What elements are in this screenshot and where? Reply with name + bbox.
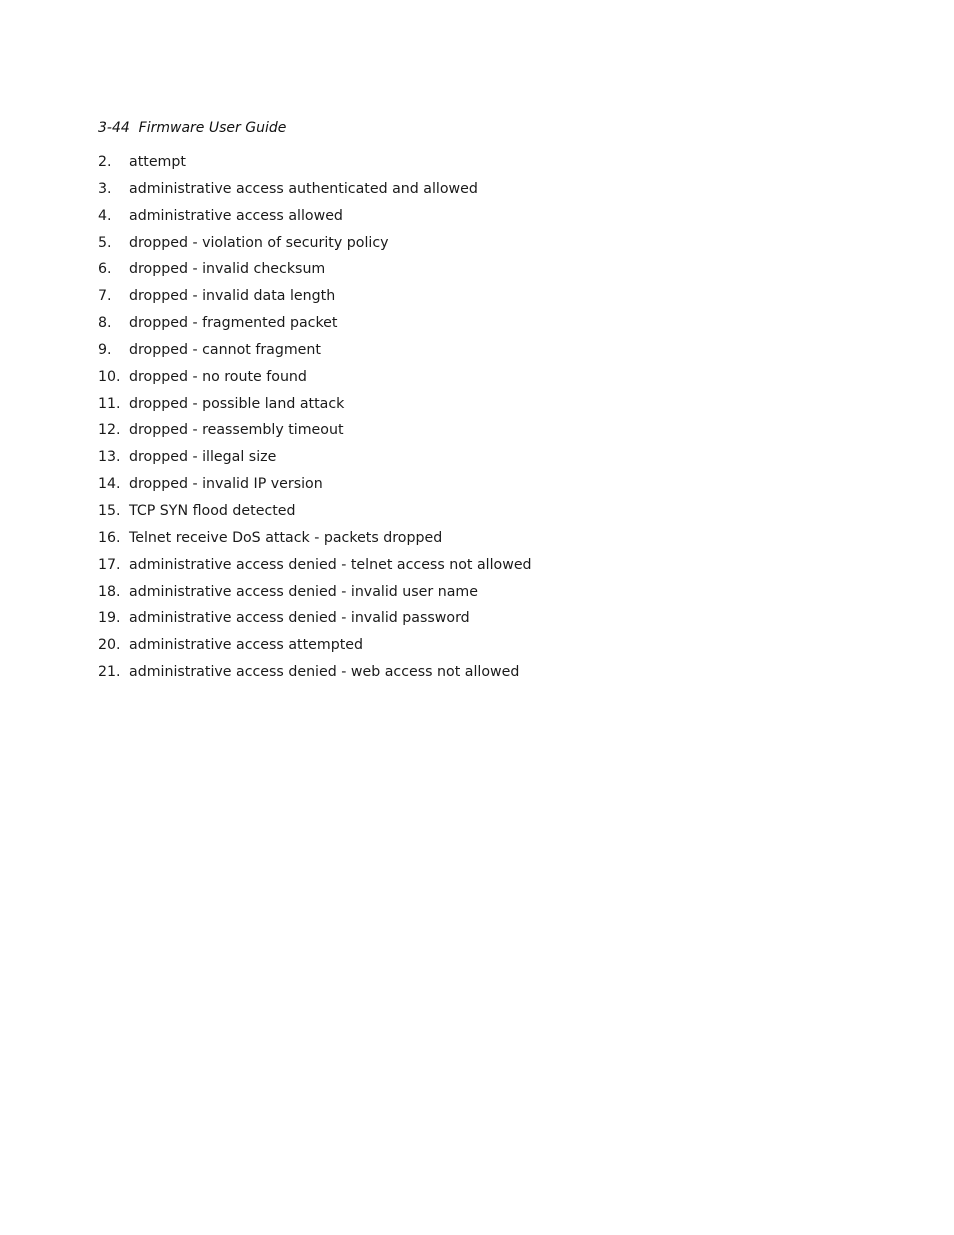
- list-item: [98, 579, 532, 606]
- item-number: 17.: [98, 556, 121, 573]
- list-item: [98, 659, 532, 686]
- item-text: dropped - invalid data length: [129, 288, 336, 305]
- item-number: 3.: [98, 180, 112, 197]
- list-item: [98, 525, 532, 552]
- list-item: [98, 552, 532, 579]
- item-text: dropped - possible land attack: [129, 395, 345, 412]
- list-item: [98, 444, 532, 471]
- list-item: [98, 256, 532, 283]
- item-number: 14.: [98, 476, 121, 493]
- item-number: 6.: [98, 261, 112, 278]
- item-number: 4.: [98, 207, 112, 224]
- item-number: 13.: [98, 449, 121, 466]
- item-text: dropped - violation of security policy: [129, 234, 389, 251]
- item-text: dropped - illegal size: [129, 449, 277, 466]
- item-text: administrative access denied - invalid user name: [129, 583, 478, 600]
- list-item: [98, 391, 532, 418]
- item-text: dropped - cannot fragment: [129, 341, 321, 358]
- item-number: 18.: [98, 583, 121, 600]
- list-item: [98, 498, 532, 525]
- list-item: [98, 337, 532, 364]
- list-item: [98, 605, 532, 632]
- list-item: [98, 283, 532, 310]
- item-number: 21.: [98, 664, 121, 681]
- running-header: 3-44 Firmware User Guide: [98, 120, 287, 136]
- item-text: dropped - reassembly timeout: [129, 422, 344, 439]
- item-text: dropped - invalid checksum: [129, 261, 326, 278]
- item-text: administrative access denied - telnet access not allowed: [129, 556, 532, 573]
- item-text: administrative access denied - web access not allowed: [129, 664, 520, 681]
- list-item: [98, 149, 532, 176]
- log-message-list: [98, 149, 532, 686]
- item-text: TCP SYN flood detected: [129, 502, 296, 519]
- list-item: [98, 230, 532, 257]
- item-number: 19.: [98, 610, 121, 627]
- list-item: [98, 364, 532, 391]
- item-text: administrative access attempted: [129, 637, 364, 654]
- item-number: 12.: [98, 422, 121, 439]
- list-item: [98, 310, 532, 337]
- item-number: 20.: [98, 637, 121, 654]
- item-number: 16.: [98, 529, 121, 546]
- list-item: [98, 471, 532, 498]
- item-number: 2.: [98, 154, 112, 170]
- list-item: [98, 203, 532, 230]
- item-number: 7.: [98, 288, 112, 305]
- item-number: 15.: [98, 502, 121, 519]
- list-item: [98, 632, 532, 659]
- item-text: dropped - no route found: [129, 368, 307, 385]
- item-number: 11.: [98, 395, 121, 412]
- item-text: administrative access authenticated and allowed: [129, 180, 478, 197]
- item-number: 5.: [98, 234, 112, 251]
- item-number: 9.: [98, 341, 112, 358]
- item-text: Telnet receive DoS attack - packets dropped: [129, 529, 443, 546]
- list-item: [98, 176, 532, 203]
- item-text: administrative access allowed: [129, 207, 343, 224]
- item-text: dropped - fragmented packet: [129, 315, 338, 332]
- item-text: dropped - invalid IP version: [129, 476, 323, 493]
- list-item: [98, 417, 532, 444]
- item-text: attempt: [129, 154, 186, 170]
- item-number: 10.: [98, 368, 121, 385]
- item-number: 8.: [98, 315, 112, 332]
- item-text: administrative access denied - invalid password: [129, 610, 470, 627]
